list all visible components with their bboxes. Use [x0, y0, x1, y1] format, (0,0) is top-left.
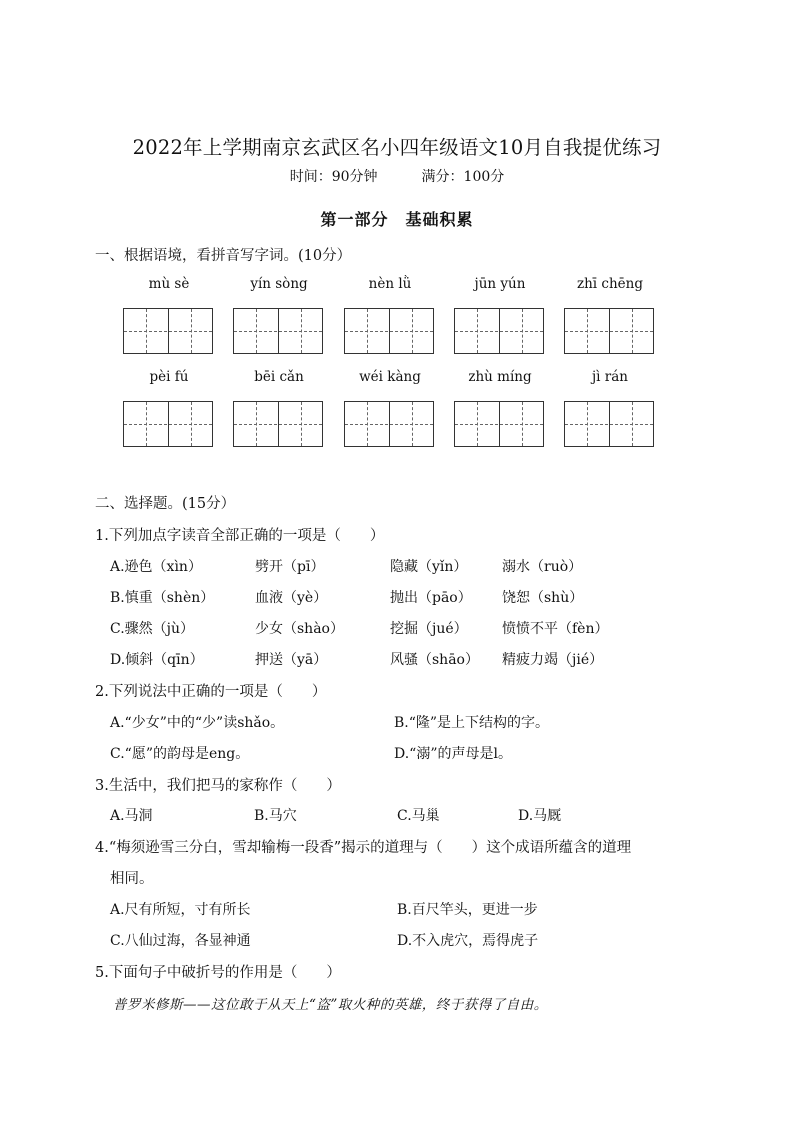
- q3-option: B.马穴: [254, 808, 297, 824]
- q2-option: D.“溺”的声母是l。: [394, 746, 512, 762]
- q1-option: 押送（yā）: [255, 652, 328, 668]
- writing-grid-box[interactable]: [564, 308, 654, 354]
- q2-option: A.“少女”中的“少”读shǎo。: [110, 715, 285, 731]
- q1-option: D.倾斜（qīn）: [110, 652, 204, 668]
- question-5-sentence: 普罗米修斯——这位敢于从天上“盗”取火种的英雄，终于获得了自由。: [113, 997, 548, 1013]
- writing-grid-box[interactable]: [344, 401, 434, 447]
- pinyin-label: zhù míng: [468, 369, 532, 385]
- q4-option: A.尺有所短，寸有所长: [110, 902, 251, 918]
- pinyin-label: mù sè: [148, 276, 190, 292]
- q1-option: 劈开（pī）: [255, 559, 325, 575]
- q3-option: A.马洞: [110, 808, 153, 824]
- q3-option: C.马巢: [397, 808, 440, 824]
- q1-option: 挖掘（jué）: [390, 621, 468, 637]
- q4-option: B.百尺竿头，更进一步: [397, 902, 538, 918]
- writing-grid-box[interactable]: [564, 401, 654, 447]
- question-2-stem: 2.下列说法中正确的一项是（ ）: [95, 684, 327, 700]
- q1-option: 少女（shào）: [255, 621, 344, 637]
- question-4-stem-continued: 相同。: [110, 871, 154, 887]
- pinyin-label: zhī chēng: [577, 276, 643, 292]
- q1-option: 溺水（ruò）: [502, 559, 583, 575]
- question-4-stem: 4.“梅须逊雪三分白，雪却输梅一段香”揭示的道理与（ ）这个成语所蕴含的道理: [95, 840, 632, 856]
- q1-option: 血液（yè）: [255, 590, 328, 606]
- exam-info: [0, 166, 794, 186]
- writing-grid-box[interactable]: [233, 308, 323, 354]
- writing-grid-box[interactable]: [123, 401, 213, 447]
- writing-grid-box[interactable]: [344, 308, 434, 354]
- q1-option: C.骤然（jù）: [110, 621, 195, 637]
- section2-heading: 二、选择题。(15分）: [95, 496, 236, 512]
- section1-heading: 一、根据语境，看拼音写字词。(10分）: [95, 248, 352, 264]
- pinyin-label: jì rán: [592, 369, 628, 385]
- q3-option: D.马厩: [518, 808, 562, 824]
- q1-option: 精疲力竭（jié）: [502, 652, 604, 668]
- part-heading: 第一部分 基础积累: [320, 210, 474, 229]
- pinyin-label: pèi fú: [149, 369, 189, 385]
- exam-score: 满分：100分: [421, 169, 505, 185]
- writing-grid-box[interactable]: [454, 308, 544, 354]
- exam-time: 时间：90分钟: [289, 169, 378, 185]
- q1-option: B.慎重（shèn）: [110, 590, 215, 606]
- q1-option: 隐藏（yǐn）: [390, 559, 468, 575]
- q2-option: C.“愿”的韵母是eng。: [110, 746, 250, 762]
- q1-option: 愤愤不平（fèn）: [502, 621, 609, 637]
- q1-option: 抛出（pāo）: [390, 590, 472, 606]
- writing-grid-box[interactable]: [233, 401, 323, 447]
- pinyin-label: yín sòng: [250, 276, 308, 292]
- writing-grid-box[interactable]: [454, 401, 544, 447]
- q2-option: B.“隆”是上下结构的字。: [394, 715, 550, 731]
- question-5-stem: 5.下面句子中破折号的作用是（ ）: [95, 965, 341, 981]
- q1-option: 饶恕（shù）: [502, 590, 584, 606]
- question-3-stem: 3.生活中，我们把马的家称作（ ）: [95, 778, 341, 794]
- q4-option: D.不入虎穴，焉得虎子: [397, 933, 539, 949]
- q1-option: 风骚（shāo）: [390, 652, 479, 668]
- pinyin-label: jūn yún: [474, 276, 526, 292]
- page-title: 2022年上学期南京玄武区名小四年级语文10月自我提优练习: [132, 136, 662, 159]
- pinyin-label: wéi kàng: [359, 369, 421, 385]
- pinyin-label: bēi cǎn: [254, 369, 304, 385]
- writing-grid-box[interactable]: [123, 308, 213, 354]
- q4-option: C.八仙过海，各显神通: [110, 933, 251, 949]
- question-1-stem: 1.下列加点字读音全部正确的一项是（ ）: [95, 528, 385, 544]
- pinyin-label: nèn lǜ: [368, 276, 412, 292]
- q1-option: A.逊色（xìn）: [110, 559, 202, 575]
